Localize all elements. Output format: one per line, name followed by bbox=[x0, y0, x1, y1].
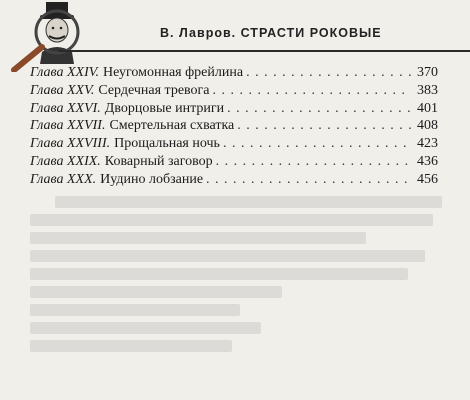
chapter-number: Глава XXVII. bbox=[30, 118, 106, 134]
page-header bbox=[0, 0, 470, 64]
toc-entry bbox=[30, 153, 438, 171]
toc-entry bbox=[30, 82, 438, 100]
chapter-title: Коварный заговор bbox=[104, 153, 213, 169]
leader-dots bbox=[223, 135, 411, 153]
header-rule bbox=[58, 50, 470, 52]
page-number: 408 bbox=[417, 118, 438, 134]
toc-entry bbox=[30, 135, 438, 153]
page-number: 423 bbox=[417, 136, 438, 152]
chapter-number: Глава XXX. bbox=[30, 171, 97, 187]
detective-magnifier-icon bbox=[2, 0, 98, 72]
chapter-number: Глава XXVIII. bbox=[30, 136, 111, 152]
toc-entry bbox=[30, 64, 438, 82]
toc-entry bbox=[30, 117, 438, 135]
chapter-title: Сердечная тревога bbox=[98, 82, 210, 98]
chapter-number: Глава XXV. bbox=[30, 82, 95, 98]
chapter-title: Дворцовые интриги bbox=[104, 100, 225, 116]
chapter-title: Неугомонная фрейлина bbox=[103, 65, 244, 80]
page-number: 456 bbox=[417, 171, 438, 187]
leader-dots bbox=[216, 153, 411, 171]
chapter-title: Прощальная ночь bbox=[114, 136, 220, 152]
chapter-number: Глава XXIX. bbox=[30, 153, 101, 169]
chapter-title: Иудино лобзание bbox=[100, 171, 204, 187]
toc-entry bbox=[30, 171, 438, 189]
leader-dots bbox=[246, 64, 411, 82]
reverse-page-bleed-through bbox=[30, 190, 450, 400]
leader-dots bbox=[227, 100, 411, 118]
chapter-number: Глава XXIV. bbox=[30, 65, 99, 80]
chapter-title: Смертельная схватка bbox=[109, 118, 235, 134]
page-number: 436 bbox=[417, 153, 438, 169]
chapter-number: Глава XXVI. bbox=[30, 100, 101, 116]
page-number: 370 bbox=[417, 65, 438, 80]
running-head: В. Лавров. СТРАСТИ РОКОВЫЕ bbox=[160, 26, 382, 40]
toc-entry bbox=[30, 100, 438, 118]
page-number: 401 bbox=[417, 100, 438, 116]
leader-dots bbox=[237, 117, 411, 135]
page-number: 383 bbox=[417, 82, 438, 98]
leader-dots bbox=[213, 82, 411, 100]
table-of-contents bbox=[30, 64, 438, 189]
leader-dots bbox=[206, 171, 411, 189]
